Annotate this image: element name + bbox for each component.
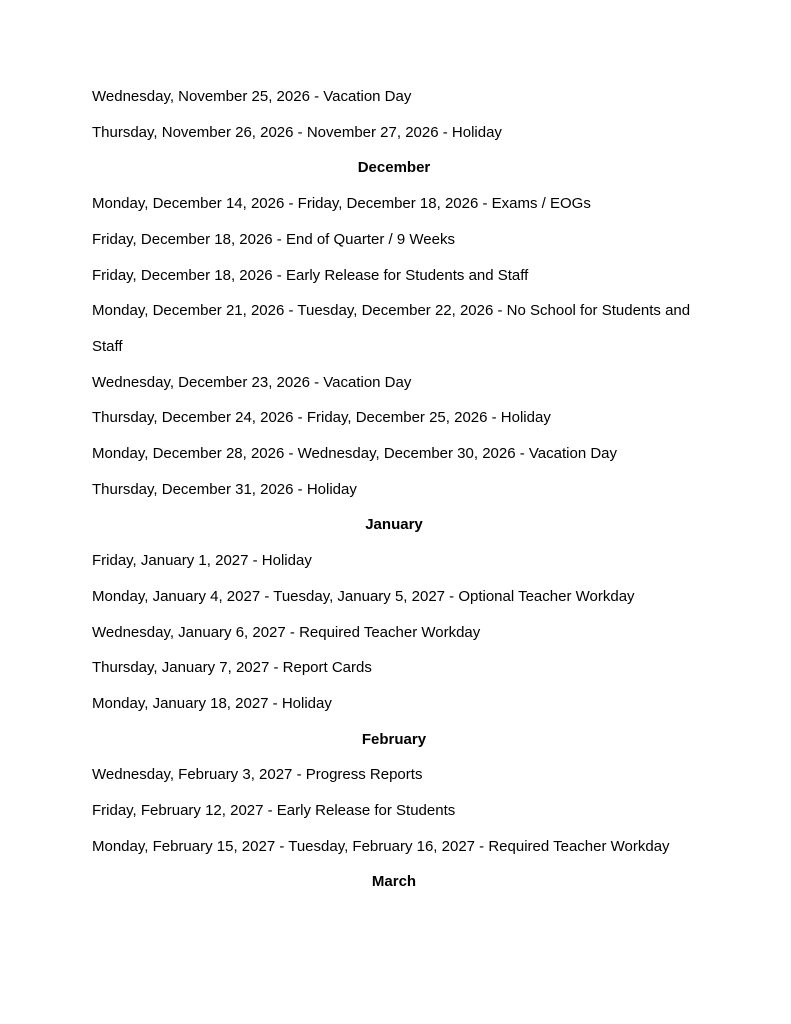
- month-heading: March: [371, 873, 417, 891]
- month-heading: February: [361, 730, 427, 748]
- calendar-event-line: Friday, December 18, 2026 - Early Release for Students and Staff: [92, 266, 529, 284]
- calendar-event-line: Friday, December 18, 2026 - End of Quarter / 9 Weeks: [92, 230, 455, 248]
- calendar-event-line: Monday, February 15, 2027 - Tuesday, February 16, 2027 - Required Teacher Workday: [92, 837, 670, 855]
- month-heading: January: [365, 516, 423, 534]
- calendar-event-line: Monday, December 21, 2026 - Tuesday, December 22, 2026 - No School for Students and Staff: [92, 302, 691, 355]
- calendar-event-line: Wednesday, February 3, 2027 - Progress Reports: [92, 766, 423, 784]
- calendar-event-line: Friday, February 12, 2027 - Early Release for Students: [92, 802, 456, 820]
- calendar-event-line: Wednesday, November 25, 2026 - Vacation Day: [92, 88, 412, 105]
- calendar-event-line: Thursday, November 26, 2026 - November 27, 2026 - Holiday: [92, 123, 502, 141]
- calendar-event-line: Wednesday, December 23, 2026 - Vacation Day: [92, 373, 412, 391]
- calendar-event-line: Thursday, January 7, 2027 - Report Cards: [92, 659, 372, 677]
- calendar-event-line: Thursday, December 24, 2026 - Friday, December 25, 2026 - Holiday: [92, 409, 551, 427]
- calendar-event-line: Monday, December 14, 2026 - Friday, December 18, 2026 - Exams / EOGs: [92, 195, 591, 213]
- calendar-text-body: [92, 79, 696, 900]
- calendar-event-line: Monday, January 18, 2027 - Holiday: [92, 694, 332, 712]
- calendar-event-line: Friday, January 1, 2027 - Holiday: [92, 552, 312, 570]
- calendar-event-line: Wednesday, January 6, 2027 - Required Teacher Workday: [92, 623, 481, 641]
- month-heading: December: [357, 159, 431, 177]
- calendar-event-line: Monday, January 4, 2027 - Tuesday, January 5, 2027 - Optional Teacher Workday: [92, 587, 635, 605]
- calendar-event-line: Monday, December 28, 2026 - Wednesday, December 30, 2026 - Vacation Day: [92, 445, 618, 463]
- calendar-event-line: Thursday, December 31, 2026 - Holiday: [92, 480, 357, 498]
